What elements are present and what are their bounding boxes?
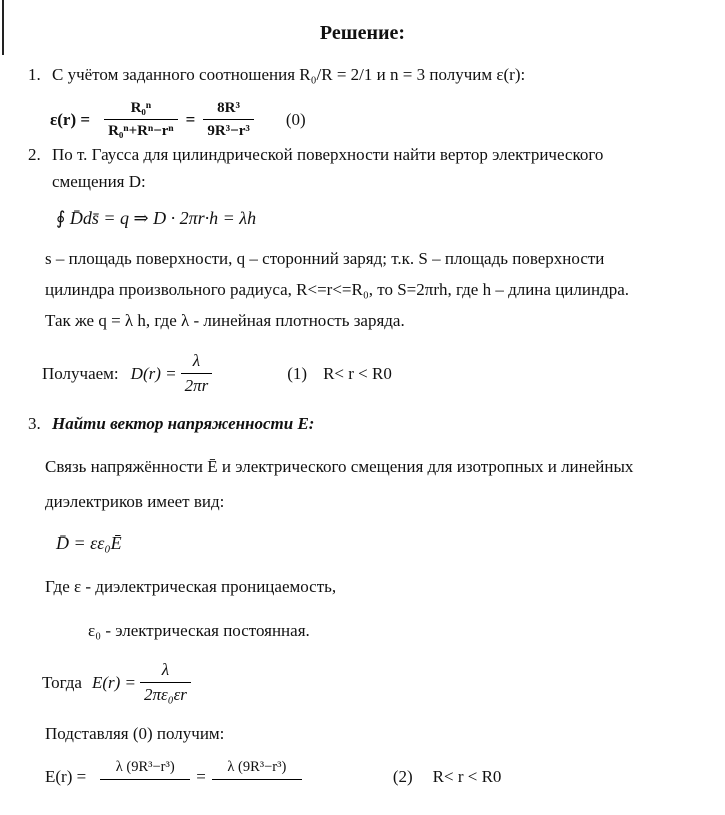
fraction-numerator: 8R³ (203, 98, 254, 120)
paragraph-relation (45, 449, 725, 519)
paragraph-line: цилиндра произвольного радиуса, R<=r<=R₀, то S=2πrh, где h – длина цилиндра. (45, 280, 630, 299)
equation-condition-1: R< r < R0 (323, 363, 392, 383)
formula-E-lhs: E(r) = (91, 672, 136, 692)
formula-2-fraction-2 (212, 758, 302, 796)
fraction-denominator: 2πε₀εr (143, 685, 187, 704)
list-item-1 (0, 64, 725, 86)
equation-tag-2: (2) (392, 767, 413, 786)
list-item-2 (0, 141, 725, 195)
fraction-numerator: λ (9R³−r³) (100, 758, 190, 780)
fraction-denominator: R₀ⁿ+Rⁿ−rⁿ (108, 123, 174, 139)
formula-1 (42, 350, 725, 397)
list-item-3 (0, 413, 725, 435)
fraction-denominator-clipped (212, 780, 302, 796)
formula-0-fraction-1 (104, 98, 178, 141)
page-title: Решение: (319, 22, 406, 44)
fraction-numerator: λ (181, 350, 213, 374)
formula-E (42, 659, 725, 706)
fraction-numerator: R₀ⁿ (104, 98, 178, 120)
formula-2-fraction-1 (100, 758, 190, 796)
epsilon-definition: Где ε - диэлектрическая проницаемость, (45, 577, 337, 596)
paragraph-line: s – площадь поверхности, q – сторонний заряд; т.к. S – площадь поверхности (45, 249, 605, 268)
displacement-field-formula: D̄ = εε₀Ē (56, 533, 122, 553)
equation-tag-0: (0) (285, 109, 306, 129)
item-3-heading: Найти вектор напряженности E: (52, 414, 315, 433)
paragraph-line: Связь напряжённости Ē и электрического смещения для изотропных и линейных (45, 457, 634, 476)
equation-condition-2: R< r < R0 (432, 767, 502, 786)
item-2-number: 2. (28, 145, 41, 164)
formula-2 (45, 758, 725, 796)
epsilon0-definition: ε₀ - электрическая постоянная. (88, 621, 310, 640)
fraction-denominator: 9R³−r³ (207, 123, 250, 139)
formula-0-fraction-2 (203, 98, 254, 141)
equals-sign: = (196, 767, 206, 786)
fraction-denominator: 2πr (184, 376, 209, 395)
substitution-note: Подставляя (0) получим: (45, 724, 225, 743)
equals-sign: = (185, 109, 196, 129)
item-1-number: 1. (28, 65, 41, 84)
formula-E-label: Тогда (42, 672, 82, 692)
formula-E-fraction (140, 659, 191, 706)
equation-tag-1: (1) (287, 363, 308, 383)
formula-0-lhs: ε(r) = (50, 109, 91, 129)
item-1-text: С учётом заданного соотношения R₀/R = 2/1 и n = 3 получим ε(r): (52, 65, 526, 84)
formula-1-lhs: D(r) = (130, 363, 177, 383)
formula-2-lhs: E(r) = (45, 767, 87, 786)
left-edge-line (2, 0, 4, 55)
item-3-number: 3. (28, 414, 41, 433)
formula-0 (50, 98, 725, 141)
fraction-numerator: λ (9R³−r³) (212, 758, 302, 780)
item-2-text: По т. Гаусса для цилиндрической поверхности найти вертор электрического смещения D: (52, 145, 604, 191)
fraction-numerator: λ (140, 659, 191, 683)
paragraph-line: Так же q = λ h, где λ - линейная плотность заряда. (45, 311, 405, 330)
formula-1-label: Получаем: (42, 363, 119, 383)
gauss-theorem-formula: ∮ D̄ds̄ = q ⇒ D · 2πr·h = λh (56, 208, 257, 228)
paragraph-surface-charge (45, 243, 725, 336)
paragraph-line: диэлектриков имеет вид: (45, 492, 225, 511)
fraction-denominator-clipped (100, 780, 190, 796)
formula-1-fraction (181, 350, 213, 397)
